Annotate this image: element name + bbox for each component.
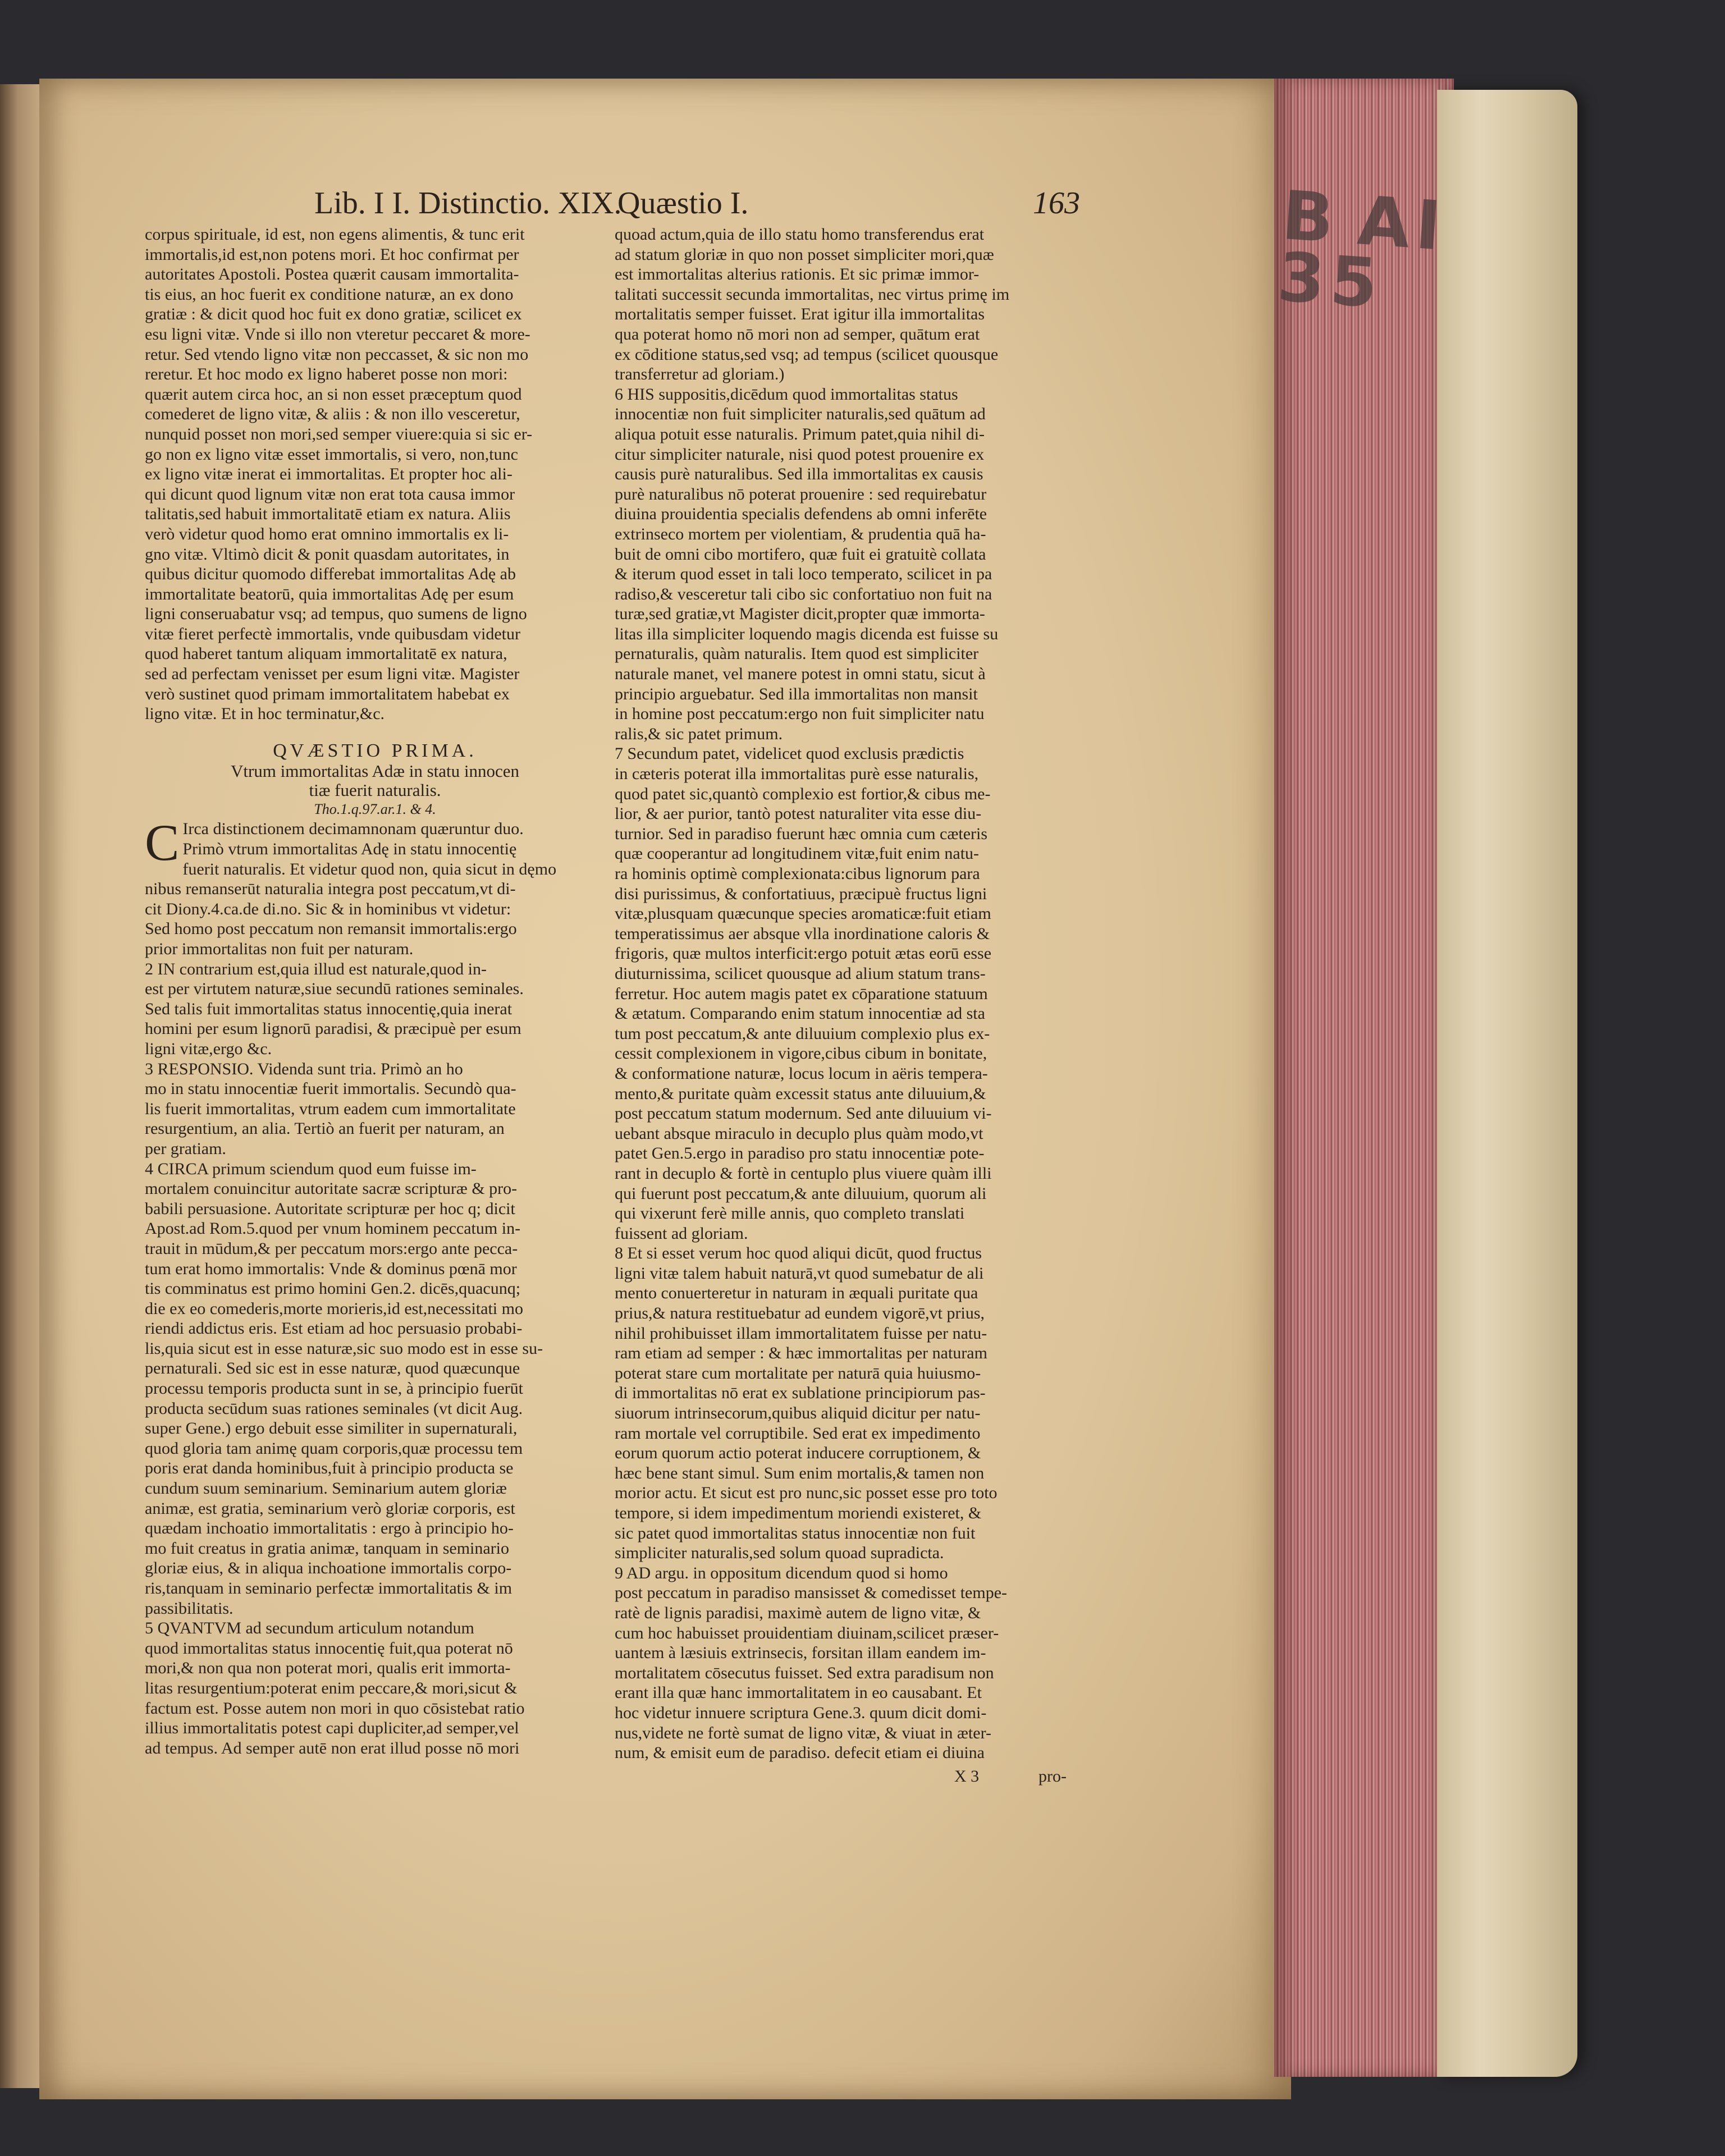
shelf-mark: B AI 35 [1275,176,1449,324]
running-head [314,185,1078,225]
drop-cap: C [145,814,180,872]
text-line: transferretur ad gloriam.) [615,365,785,384]
text-line: ad statum gloriæ in quo non posset simpliciter mori,quæ [615,245,994,264]
text-line: Irca distinctionem decimamnonam quæruntur duo. [182,820,524,839]
text-line: 3 RESPONSIO. Videnda sunt tria. Primò an ho [145,1059,463,1078]
text-line: mortalem conuincitur autoritate sacræ scripturæ & pro- [145,1179,518,1198]
text-line: qui dicunt quod lignum vitæ non erat tota causa immor [145,484,515,503]
text-line: naturale manet, vel manere potest in omni statu, sicut à [615,665,986,684]
text-line: patet Gen.5.ergo in paradiso pro statu innocentiæ pote- [615,1144,985,1163]
text-line: uebant absque miraculo in decuplo plus quàm modo,vt [615,1124,983,1143]
text-line: & conformatione naturæ, locus locum in aëris tempera- [615,1064,988,1083]
text-line: lis fuerit immortalitas, vtrum eadem cum immortalitate [145,1099,516,1118]
text-line: est immortalitas alterius rationis. Et sic primæ immor- [615,265,980,284]
text-line: cessit complexionem in vigore,cibus cibum in bonitate, [615,1044,987,1063]
text-line: ex ligno vitæ inerat ei immortalitas. Et propter hoc ali- [145,465,513,484]
text-line: buit de omni cibo mortifero, quæ fuit ei gratuitè collata [615,544,986,564]
text-line: passibilitatis. [145,1599,234,1618]
question-body [145,814,605,1758]
text-line: homini per esum lignorū paradisi, & præcipuè per esum [145,1019,521,1038]
text-line: citur simpliciter naturale, nisi quod potest prouenire ex [615,445,985,464]
text-line: ram etiam ad semper : & hæc immortalitas per naturam [615,1344,987,1363]
text-line: diuina prouidentia specialis defendens ab omni inferēte [615,505,987,524]
text-line: frigoris, quæ multos interficit:ergo potuit ætas eorū esse [615,944,992,963]
text-line: talitati successit secunda immortalitas, nec virtus primę im [615,285,1010,304]
text-line: go non ex ligno vitæ esset immortalis, si vero, non,tunc [145,445,518,464]
text-line: gno vitæ. Vltimò dicit & ponit quasdam autoritates, in [145,544,510,564]
text-line: hoc videtur innuere scriptura Gene.3. quum dicit domi- [615,1703,987,1722]
text-line: rant in decuplo & fortè in centuplo plus viuere quàm illi [615,1164,992,1183]
text-line: prius,& natura restituebatur ad eundem vigorē,vt prius, [615,1304,985,1323]
text-line: morior actu. Et sicut est pro nunc,sic posset esse pro toto [615,1484,998,1503]
text-line: vitæ fieret perfectè immortalis, vnde quibusdam videtur [145,624,520,643]
text-line: producta secūdum suas rationes seminales (vt dicit Aug. [145,1399,523,1418]
text-line: post peccatum in paradiso mansisset & comedisset tempe- [615,1583,1007,1603]
text-line: tis comminatus est primo homini Gen.2. dicēs,quacunq; [145,1279,521,1298]
text-line: num, & emisit eum de paradiso. defecit etiam ei diuina [615,1743,985,1763]
text-line: tis eius, an hoc fuerit ex conditione naturæ, an ex dono [145,285,514,304]
text-line: poterat stare cum mortalitate per naturā quia huiusmo- [615,1363,981,1383]
text-line: mortalitatem cōsecutus fuisset. Sed extra paradisum non [615,1663,994,1682]
text-line: mori,& non qua non poterat mori, qualis erit immorta- [145,1659,511,1678]
text-line: Primò vtrum immortalitas Adę in statu innocentię [182,840,517,859]
text-line: ferretur. Hoc autem magis patet ex cōparatione statuum [615,984,988,1003]
text-line: nibus remanserūt naturalia integra post peccatum,vt di- [145,880,516,899]
text-line: quædam inchoatio immortalitatis : ergo à principio ho- [145,1519,514,1538]
right-column [615,225,1075,1763]
text-line: ligni vitæ talem habuit naturā,vt quod sumebatur de ali [615,1264,984,1283]
text-line: super Gene.) ergo debuit esse similiter in supernaturali, [145,1419,518,1438]
question-reference: Tho.1.q.97.ar.1. & 4. [314,801,436,818]
text-line: quæ cooperantur ad longitudinem vitæ,fuit enim natu- [615,844,980,863]
text-line: 4 CIRCA primum sciendum quod eum fuisse im- [145,1159,477,1178]
text-line: tum post peccatum,& ante diluuium complexio plus ex- [615,1024,990,1043]
text-line: riendi addictus eris. Est etiam ad hoc persuasio probabi- [145,1319,523,1338]
text-line: aliqua potuit esse naturalis. Primum patet,quia nihil di- [615,424,985,443]
text-line: cit Diony.4.ca.de di.no. Sic & in hominibus vt videtur: [145,899,511,918]
text-line: mortalitatis semper fuisset. Erat igitur illa immortalitas [615,305,985,324]
text-line: quod haberet tantum aliquam immortalitatē ex natura, [145,644,507,663]
text-line: erant illa quæ hanc immortalitatem in eo causabant. Et [615,1683,982,1702]
text-line: ram mortale vel corruptibile. Sed erat ex impedimento [615,1423,981,1443]
text-line: ligni conseruabatur vsq; ad tempus, quo sumens de ligno [145,605,527,624]
text-line: radiso,& vesceretur tali cibo sic confortatiuo non fuit na [615,584,992,603]
text-line: lior, & aer purior, tantò potest naturaliter vita esse diu- [615,804,982,823]
text-line: disi purissimus, & confortatiuus, præcipuè fructus ligni [615,884,987,903]
text-line: illius immortalitatis potest capi dupliciter,ad semper,vel [145,1719,519,1738]
text-line: & ætatum. Comparando enim statum innocentiæ ad sta [615,1004,985,1023]
text-line: autoritates Apostoli. Postea quærit causam immortalita- [145,265,519,284]
text-line: factum est. Posse autem non mori in quo cōsistebat ratio [145,1699,525,1718]
text-line: Sed homo post peccatum non remansit immortalis:ergo [145,919,517,939]
text-line: nunquid posset non mori,sed semper viuere:quia si sic er- [145,424,533,443]
text-line: post peccatum statum modernum. Sed ante diluuium vi- [615,1104,992,1123]
text-line: ralis,& sic patet primum. [615,724,783,743]
text-line: verò videtur quod homo erat omnino immortalis ex li- [145,524,509,543]
text-line: Apost.ad Rom.5.quod per vnum hominem peccatum in- [145,1219,521,1238]
question-subtitle-line: Vtrum immortalitas Adæ in statu innocen [230,761,520,781]
text-line: est per virtutem naturæ,siue secundū rationes seminales. [145,979,524,999]
text-line: temperatissimus aer absque vlla inordinatione caloris & [615,924,990,943]
text-line: quod patet sic,quantò complexio est fortior,& cibus me- [615,784,991,803]
text-line: tempore, si idem impedimentum moriendi existeret, & [615,1504,982,1522]
text-line: nus,videte ne fortè sumat de ligno vitæ, & viuat in æter- [615,1723,991,1742]
text-line: 2 IN contrarium est,quia illud est naturale,quod in- [145,959,487,978]
text-line: quod gloria tam animę quam corporis,quæ processu tem [145,1439,523,1458]
text-line: qui fuerunt post peccatum,& ante diluuium, quorum ali [615,1184,987,1203]
text-line: reretur. Et hoc modo ex ligno haberet posse non mori: [145,365,508,384]
text-line: fuerit naturalis. Et videtur quod non, quia sicut in dęmo [182,859,557,878]
text-line: pernaturali. Sed sic est in esse naturæ, quod quæcunque [145,1359,520,1378]
text-line: sic patet quod immortalitas status innocentiæ non fuit [615,1523,976,1542]
text-line: litas resurgentium:poterat enim peccare,& mori,sicut & [145,1678,518,1697]
text-line: resurgentium, an alia. Tertiò an fuerit per naturam, an [145,1119,505,1138]
text-line: immortalitate beatorū, quia immortalitas Adę per esum [145,584,514,603]
text-line: 8 Et si esset verum hoc quod aliqui dicūt, quod fructus [615,1244,982,1263]
text-line: mento,& puritate quàm excessit status ante diluuium,& [615,1084,986,1103]
text-line: quod immortalitas status innocentię fuit,qua poterat nō [145,1638,513,1658]
text-line: babili persuasione. Autoritate scripturæ per hoc q; dicit [145,1199,515,1218]
running-head-book: Lib. I I. Distinctio. XIX. [314,186,622,221]
text-line: pernaturalis, quàm naturalis. Item quod est simpliciter [615,644,979,663]
text-line: talitatis,sed habuit immortalitatē etiam ex natura. Aliis [145,505,511,524]
left-column [145,225,605,1758]
text-line: eorum quorum actio poterat inducere corruptionem, & [615,1444,981,1463]
text-line: gratiæ : & dicit quod hoc fuit ex dono gratiæ, scilicet ex [145,305,522,324]
question-subtitle-line: tiæ fuerit naturalis. [309,780,441,800]
text-line: in homine post peccatum:ergo non fuit simpliciter natu [615,704,985,724]
text-line: retur. Sed vtendo ligno vitæ non peccasset, & sic non mo [145,345,529,364]
vellum-binding [1437,90,1577,2077]
text-line: fuissent ad gloriam. [615,1224,748,1243]
text-line: poris erat danda hominibus,fuit à principio producta se [145,1459,514,1478]
book-fore-edge [1274,79,1454,2077]
text-line: ad tempus. Ad semper autē non erat illud posse nō mori [145,1738,520,1757]
text-line: qui vixerunt ferè mille annis, quo completo translati [615,1204,965,1223]
text-line: qua poterat homo nō mori non ad semper, quātum erat [615,324,980,344]
text-line: gloriæ eius, & in aliqua inchoatione immortalis corpo- [145,1559,512,1578]
text-line: 7 Secundum patet, videlicet quod exclusis prædictis [615,744,964,763]
text-line: Sed talis fuit immortalitas status innocentię,quia inerat [145,999,513,1018]
text-line: litas illa simpliciter loquendo magis dicenda est fuisse su [615,624,999,643]
text-line: verò sustinet quod primam immortalitatem habebat ex [145,684,510,703]
text-line: mento conuerteretur in naturam in æquali puritate qua [615,1284,978,1303]
text-line: hæc bene stant simul. Sum enim mortalis,& tamen non [615,1463,985,1482]
question-title: QVÆSTIO PRIMA. [273,740,477,761]
text-line: 6 HIS suppositis,dicēdum quod immortalitas status [615,384,958,404]
text-line: mo fuit creatus in gratia animæ, tanquam in seminario [145,1539,509,1558]
text-line: processu temporis producta sunt in se, à principio fuerūt [145,1379,524,1398]
text-line: quibus dicitur quomodo differebat immortalitas Adę ab [145,565,516,584]
text-line: quærit autem circa hoc, an si non esset præceptum quod [145,384,522,404]
text-line: corpus spirituale, id est, non egens alimentis, & tunc erit [145,225,525,244]
text-line: ex cōditione status,sed vsq; ad tempus (scilicet quousque [615,345,999,364]
text-line: lis,quia sicut est in esse naturæ,sic suo modo est in esse su- [145,1339,543,1358]
text-line: purè naturalibus nō poterat prouenire : sed requirebatur [615,484,987,503]
text-line: quoad actum,quia de illo statu homo transferendus erat [615,225,985,244]
text-line: ris,tanquam in seminario perfectæ immortalitatis & im [145,1579,513,1597]
text-line: nihil prohibuisset illam immortalitatem fuisse per natu- [615,1324,987,1343]
text-line: di immortalitas nō erat ex sublatione principiorum pas- [615,1384,986,1403]
text-line: sed ad perfectam venisset per esum ligni vitæ. Magister [145,665,520,684]
text-line: extrinseco mortem per violentiam, & prudentia quā ha- [615,524,986,543]
text-line: turnior. Sed in paradiso fuerunt hæc omnia cum cæteris [615,824,988,843]
text-line: innocentiæ non fuit simpliciter naturalis,sed quātum ad [615,405,986,424]
text-line: & iterum quod esset in tali loco temperato, scilicet in pa [615,565,992,584]
text-line: diuturnissima, scilicet quousque ad alium statum trans- [615,964,986,983]
text-line: vitæ,plusquam quæcunque species aromaticæ:fuit etiam [615,904,991,923]
text-line: principio arguebatur. Sed illa immortalitas non mansit [615,684,978,703]
text-line: uantem à læsiuis extrinsecis, forsitan illam eandem im- [615,1644,986,1663]
text-line: comederet de ligno vitæ, & aliis : & non illo vesceretur, [145,405,520,424]
text-line: ligni vitæ,ergo &c. [145,1039,272,1058]
folio-number: 163 [1033,186,1080,221]
text-line: simpliciter naturalis,sed solum quoad supradicta. [615,1544,944,1563]
text-line: in cæteris poterat illa immortalitas purè esse naturalis, [615,765,979,784]
text-line: turæ,sed gratiæ,vt Magister dicit,propter quæ immorta- [615,605,985,624]
text-line: siuorum intrinsecorum,quibus aliquid dicitur per natu- [615,1404,981,1423]
text-line: animæ, est gratia, seminarium verò gloriæ corporis, est [145,1499,515,1518]
text-line: 9 AD argu. in oppositum dicendum quod si homo [615,1563,948,1582]
text-line: ratè de lignis paradisi, maximè autem de ligno vitæ, & [615,1603,981,1622]
text-line: die ex eo comederis,morte morieris,id est,necessitati mo [145,1299,523,1318]
running-head-question: Quæstio I. [617,186,749,221]
text-line: tum erat homo immortalis: Vnde & dominus pœnā mor [145,1259,517,1278]
distinction-summary [145,225,605,724]
text-line: esu ligni vitæ. Vnde si illo non vteretur peccaret & more- [145,324,530,344]
text-line: 5 QVANTVM ad secundum articulum notandum [145,1619,474,1638]
text-line: cum hoc habuisset prouidentiam diuinam,scilicet præser- [615,1623,999,1642]
text-line: trauit in mūdum,& per peccatum mors:ergo ante pecca- [145,1239,518,1258]
text-line: per gratiam. [145,1139,226,1158]
text-line: ra hominis optimè complexionata:cibus lignorum para [615,864,980,883]
text-line: cundum suum seminarium. Seminarium autem gloriæ [145,1479,507,1498]
text-line: causis purè naturalibus. Sed illa immortalitas ex causis [615,465,983,484]
text-line: prior immortalitas non fuit per naturam. [145,940,414,958]
text-line: ligno vitæ. Et in hoc terminatur,&c. [145,704,385,724]
text-line: immortalis,id est,non potens mori. Et hoc confirmat per [145,245,519,264]
catchword: pro- [1038,1767,1067,1786]
previous-page-edge [0,84,45,2088]
signature-mark: X 3 [954,1767,980,1786]
text-line: mo in statu innocentiæ fuerit immortalis. Secundò qua- [145,1079,516,1098]
